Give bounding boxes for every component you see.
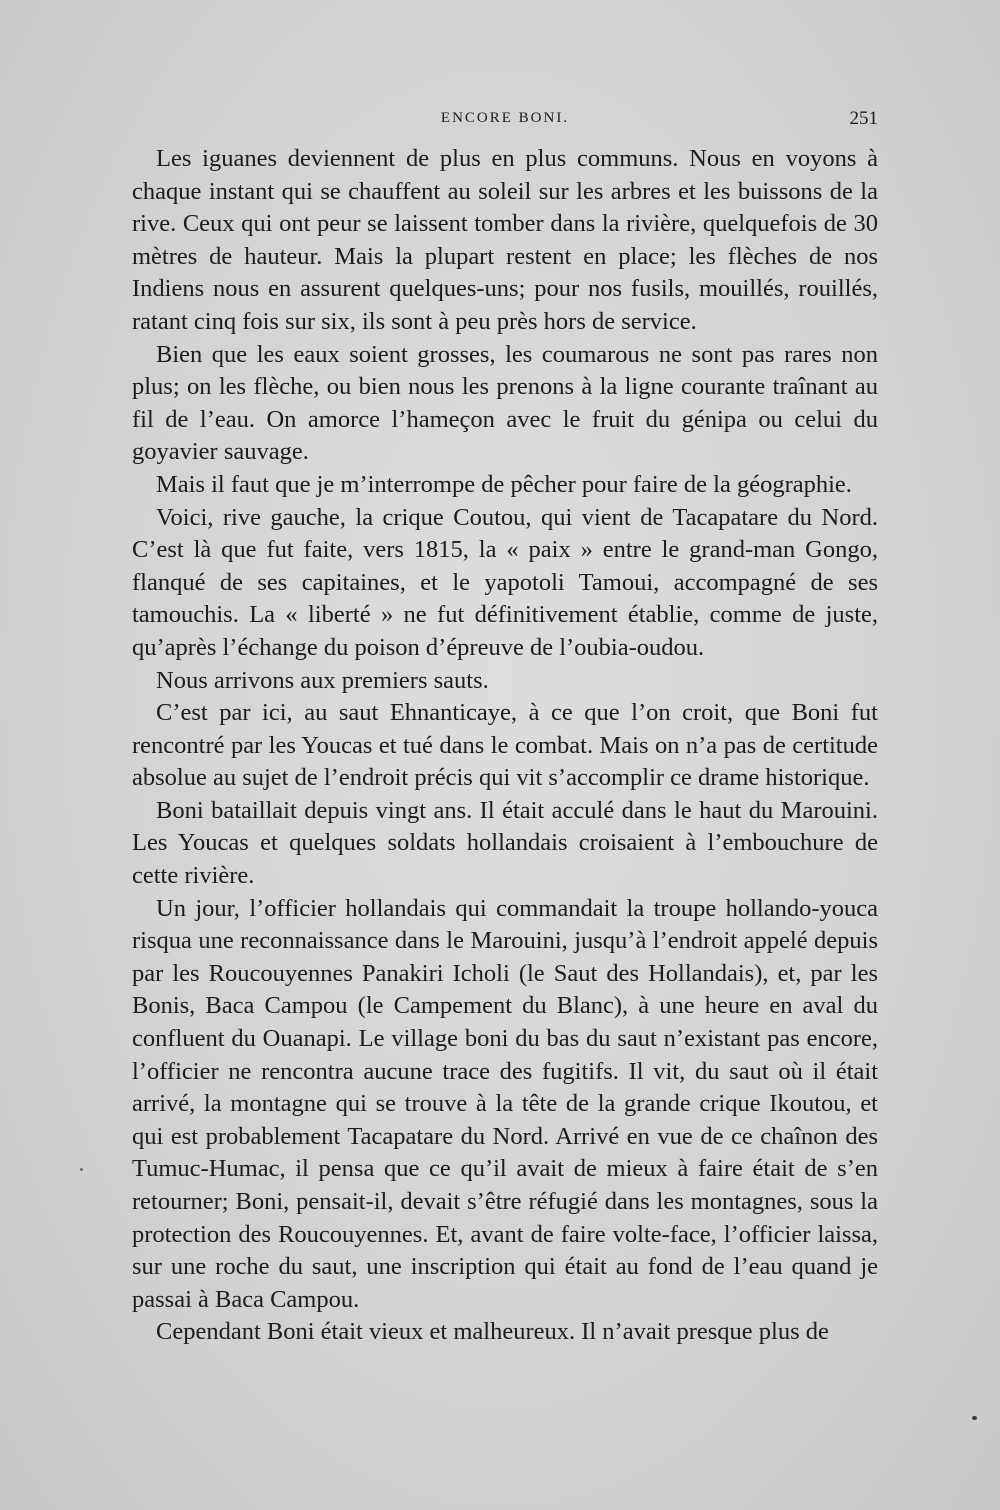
running-title: ENCORE BONI. xyxy=(440,110,570,126)
paragraph: C’est par ici, au saut Ehnanticaye, à ce que l’on croit, que Boni fut rencontré par les Youcas et tué dans le combat. Mais on n’a pas de certitude absolue au sujet de l’endroit précis qui vit s’accomplir ce drame historique. xyxy=(132,699,878,792)
paragraph: Les iguanes deviennent de plus en plus communs. Nous en voyons à chaque instant qui se chauffent au soleil sur les arbres et les buissons de la rive. Ceux qui ont peur se laissent tomber dans la rivière, quelquefois de 30 mètres de hauteur. Mais la plupart restent en place; les flèches de nos Indiens nous en assurent quelques-uns; pour nos fusils, mouillés, rouillés, ratant cinq fois sur six, ils sont à peu près hors de service. xyxy=(132,145,878,335)
paragraph: Bien que les eaux soient grosses, les coumarous ne sont pas rares non plus; on les flèche, ou bien nous les prenons à la ligne courante traînant au fil de l’eau. On amorce l’hameçon avec le fruit du génipa ou celui du goyavier sauvage. xyxy=(132,340,878,466)
paragraph: Boni bataillait depuis vingt ans. Il était acculé dans le haut du Marouini. Les Youcas et quelques soldats hollandais croisaient à l’embouchure de cette rivière. xyxy=(132,796,878,890)
paragraph: Voici, rive gauche, la crique Coutou, qui vient de Tacapatare du Nord. C’est là que fut faite, vers 1815, la « paix » entre le grand-man Gongo, flanqué de ses capitaines, et le yapotoli Tamoui, accompagné de ses tamouchis. La « liberté » ne fut définitivement établie, comme de juste, qu’après l’échange du poison d’épreuve de l’oubia-oudou. xyxy=(132,503,878,661)
paragraph: Mais il faut que je m’interrompe de pêcher pour faire de la géographie. xyxy=(156,470,852,498)
paragraph: Cependant Boni était vieux et malheureux. Il n’avait presque plus de xyxy=(156,1318,829,1346)
running-head xyxy=(132,108,878,132)
paragraph: Nous arrivons aux premiers sauts. xyxy=(156,666,489,694)
paragraph: Un jour, l’officier hollandais qui commandait la troupe hollando-youca risqua une reconnaissance dans le Marouini, jusqu’à l’endroit appelé depuis par les Roucouyennes Panakiri Icholi (le Saut des Hollandais), et, par les Bonis, Baca Campou (le Campement du Blanc), à une heure en aval du confluent du Ouanapi. Le village boni du bas du saut n’existant pas encore, l’officier ne rencontra aucune trace des fugitifs. Il vit, du saut où il était arrivé, la montagne qui se trouve à la tête de la grande crique Ikoutou, et qui est probablement Tacapatare du Nord. Arrivé en vue de ce chaînon des Tumuc-Humac, il pensa que ce qu’il avait de mieux à faire était de s’en retourner; Boni, pensait-il, devait s’être réfugié dans les montagnes, sous la protection des Roucouyennes. Et, avant de faire volte-face, l’officier laissa, sur une roche du saut, une inscription qui était au fond de l’eau quand je passai à Baca Campou. xyxy=(132,894,878,1313)
print-speck xyxy=(80,1168,83,1171)
page-number: 251 xyxy=(849,108,878,129)
print-speck xyxy=(972,1416,977,1420)
text-body xyxy=(132,143,878,1349)
